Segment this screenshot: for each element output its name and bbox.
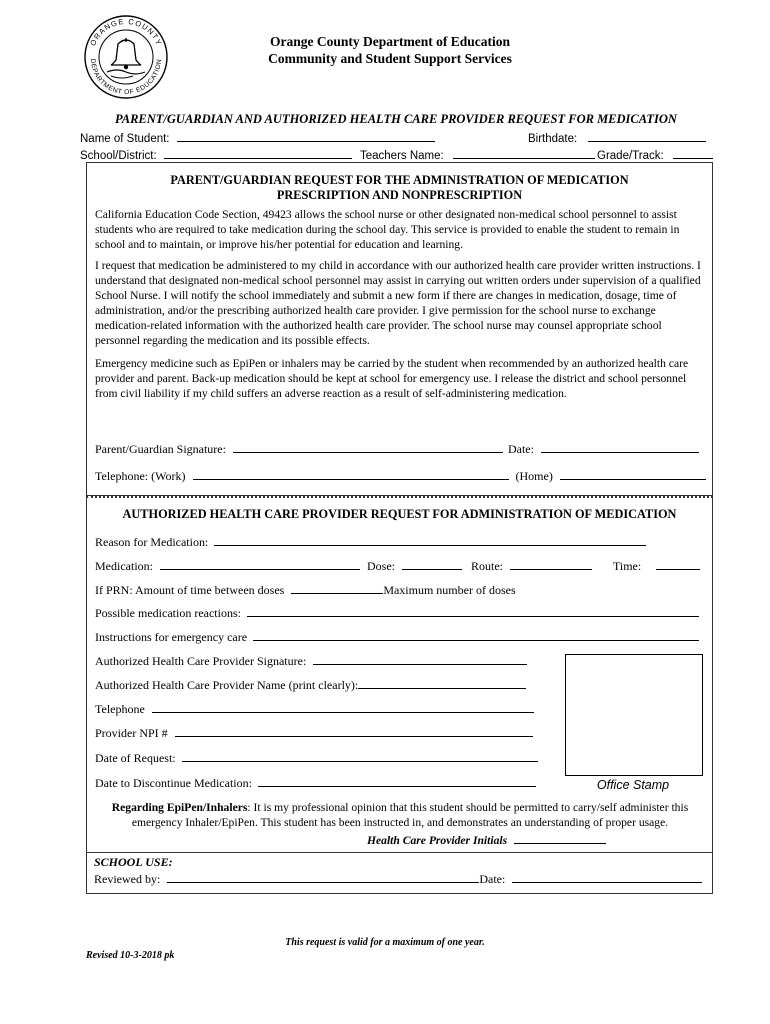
provider-signature-field[interactable]	[313, 653, 527, 665]
epipen-text: : It is my professional opinion that this student should be permitted to carry/self administer this emergency Inhaler/EpiPen. This student has been instructed in, and demonstrates an understanding of proper usage.	[131, 801, 689, 829]
birthdate-label: Birthdate:	[528, 133, 578, 145]
grade-field[interactable]	[673, 147, 713, 159]
npi-label: Provider NPI #	[95, 726, 168, 740]
emergency-field[interactable]	[253, 629, 699, 641]
teacher-field[interactable]	[453, 147, 595, 159]
emergency-paragraph: Emergency medicine such as EpiPen or inhalers may be carried by the student when recommended by an authorized health care provider and parent. Back-up medication should be kept at school for emergency use. I release the district and school personnel from civil liability if my child suffers an adverse reaction as a result of self-administering medication.	[95, 357, 689, 400]
parent-heading-2: PRESCRIPTION AND NONPRESCRIPTION	[276, 188, 523, 202]
validity-note: This request is valid for a maximum of one year.	[285, 937, 485, 948]
school-date-field[interactable]	[512, 871, 702, 883]
school-use-heading: SCHOOL USE:	[94, 855, 173, 869]
school-use-section	[86, 852, 713, 894]
route-field[interactable]	[510, 558, 592, 570]
request-paragraph: I request that medication be administered to my child in accordance with our authorized health care provider written instructions. I understand that designated non-medical school personnel may assist in carrying out written orders under supervision of a qualified School Nurse. I will notify the school immediately and submit a new form if there are changes in medication, dosage, time of administration, and/or the prescribing authorized health care provider. I give permission for the school nurse to exchange medication-related information with the authorized health care provider. The school nurse may counsel appropriate school personnel regarding the medication and its possible effects.	[95, 259, 701, 347]
parent-telephone-row	[95, 468, 706, 484]
seal-logo	[83, 14, 169, 100]
date-request-row	[95, 750, 538, 766]
reason-label: Reason for Medication:	[95, 535, 209, 549]
seal-top-text: ORANGE COUNTY	[88, 16, 164, 48]
parent-signature-label: Parent/Guardian Signature:	[95, 442, 226, 456]
validity-text: This request is valid for a maximum of one year	[285, 937, 483, 948]
initials-row	[367, 832, 606, 847]
parent-heading-1: PARENT/GUARDIAN REQUEST FOR THE ADMINISTRATION OF MEDICATION	[170, 173, 629, 187]
reactions-label: Possible medication reactions:	[95, 606, 241, 620]
tel-work-label: Telephone: (Work)	[95, 469, 186, 483]
student-name-row	[80, 130, 435, 145]
route-label: Route:	[470, 559, 503, 573]
parent-signature-row	[95, 441, 699, 457]
teacher-label: Teachers Name:	[360, 150, 444, 162]
dose-label: Dose:	[366, 559, 395, 573]
parent-section	[86, 162, 713, 496]
teacher-row	[360, 147, 595, 162]
prn-row	[95, 582, 516, 598]
parent-date-field[interactable]	[541, 441, 699, 453]
student-name-label: Name of Student:	[80, 133, 170, 145]
epipen-bold-label: Regarding EpiPen/Inhalers	[111, 801, 248, 814]
max-doses-label: Maximum number of doses	[383, 583, 516, 597]
reviewed-field[interactable]	[167, 871, 479, 883]
org-name: Orange County Department of Education	[270, 34, 510, 49]
provider-section	[86, 496, 713, 853]
date-request-field[interactable]	[182, 750, 538, 762]
grade-row	[597, 147, 713, 162]
form-title: PARENT/GUARDIAN AND AUTHORIZED HEALTH CARE PROVIDER REQUEST FOR MEDICATION	[115, 112, 677, 126]
tel-home-field[interactable]	[560, 468, 706, 480]
initials-label: Health Care Provider Initials	[367, 834, 508, 847]
ed-code-paragraph: California Education Code Section, 49423 allows the school nurse or other designated non-medical school personnel to assist students who are required to take medication during the school day. This service is provided to enable the student to remain in school and to maintain, or improve his/her potential for education and learning.	[95, 208, 680, 251]
school-row	[80, 147, 352, 162]
medication-field[interactable]	[160, 558, 360, 570]
date-discontinue-field[interactable]	[258, 775, 536, 787]
reason-row	[95, 534, 646, 550]
dept-name: Community and Student Support Services	[268, 51, 512, 66]
provider-telephone-label: Telephone	[95, 702, 145, 716]
provider-heading: AUTHORIZED HEALTH CARE PROVIDER REQUEST FOR ADMINISTRATION OF MEDICATION	[122, 507, 677, 521]
seal-bottom-text: DEPARTMENT OF EDUCATION	[88, 58, 164, 97]
birthdate-field[interactable]	[588, 130, 706, 142]
tel-work-field[interactable]	[193, 468, 509, 480]
date-discontinue-label: Date to Discontinue Medication:	[95, 776, 252, 790]
npi-row	[95, 725, 533, 741]
tel-home-label: (Home)	[515, 469, 553, 483]
reactions-field[interactable]	[247, 605, 699, 617]
office-stamp-label: Office Stamp	[596, 778, 670, 792]
school-date-label: Date:	[479, 872, 506, 886]
emergency-row	[95, 629, 699, 645]
reviewed-row	[94, 871, 702, 887]
date-request-label: Date of Request:	[95, 751, 176, 765]
date-discontinue-row	[95, 775, 536, 791]
provider-telephone-field[interactable]	[152, 701, 534, 713]
medication-row	[95, 558, 700, 574]
revised-note: Revised 10-3-2018 pk	[86, 950, 175, 961]
time-label: Time:	[612, 559, 642, 573]
reactions-row	[95, 605, 699, 621]
time-field[interactable]	[656, 558, 700, 570]
initials-field[interactable]	[514, 832, 606, 844]
reason-field[interactable]	[214, 534, 646, 546]
epipen-statement	[95, 800, 705, 830]
bell-seal-icon	[83, 14, 169, 100]
provider-signature-label: Authorized Health Care Provider Signature:	[95, 654, 307, 668]
provider-name-field[interactable]	[358, 677, 526, 689]
reviewed-label: Reviewed by:	[94, 872, 161, 886]
student-name-field[interactable]	[177, 130, 435, 142]
prn-field[interactable]	[291, 582, 383, 594]
parent-signature-field[interactable]	[233, 441, 503, 453]
provider-signature-row	[95, 653, 527, 669]
parent-date-label: Date:	[507, 442, 534, 456]
grade-label: Grade/Track:	[597, 150, 664, 162]
prn-label: If PRN: Amount of time between doses	[95, 583, 285, 597]
office-stamp-box	[565, 654, 703, 776]
provider-telephone-row	[95, 701, 534, 717]
svg-text:ORANGE COUNTY	[88, 17, 164, 47]
school-label: School/District:	[80, 150, 157, 162]
birthdate-row	[528, 130, 706, 145]
dose-field[interactable]	[402, 558, 462, 570]
medication-label: Medication:	[95, 559, 153, 573]
emergency-label: Instructions for emergency care	[95, 630, 248, 644]
npi-field[interactable]	[175, 725, 533, 737]
provider-name-label: Authorized Health Care Provider Name (print clearly):	[95, 678, 359, 692]
provider-name-row	[95, 677, 526, 693]
school-field[interactable]	[164, 147, 352, 159]
